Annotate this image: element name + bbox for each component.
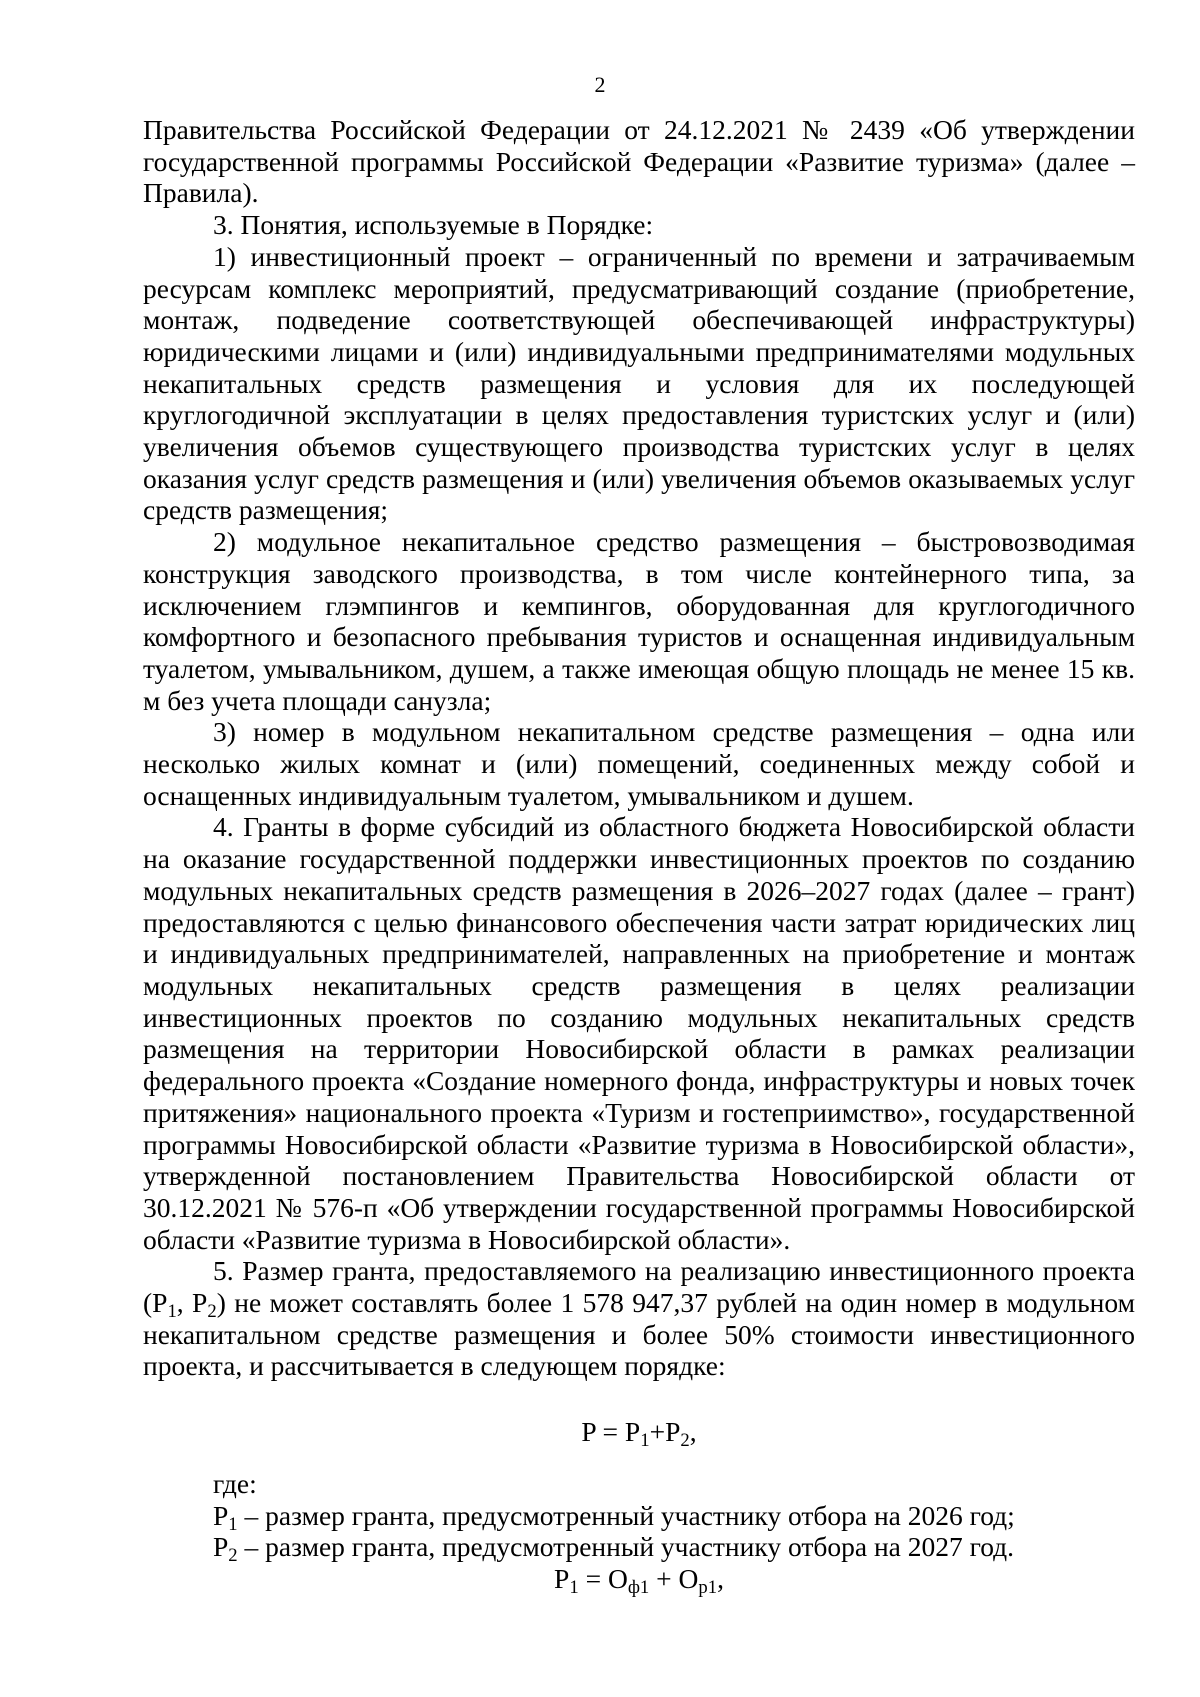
formula-main-lhs: P = P <box>581 1416 641 1448</box>
document-body <box>143 114 1135 1599</box>
paragraph-5-text-c: ) не может составлять более 1 578 947,37 рублей на один номер в модульном некапитальном средстве размещения и более 50% стоимости инвестиционного проекта, и рассчитывается в следующем порядке: <box>143 1287 1135 1382</box>
definition-p1-text: – размер гранта, предусмотренный участнику отбора на 2026 год; <box>237 1499 1015 1531</box>
paragraph-3-item-2: 2) модульное некапитальное средство размещения – быстровозводимая конструкция заводского производства, в том числе контейнерного типа, за исключением глэмпингов и кемпингов, оборудованная для круглогодичного комфортного и безопасного пребывания туристов и оснащенная индивидуальным туалетом, умывальником, душем, а также имеющая общую площадь не менее 15 кв. м без учета площади санузла; <box>143 526 1135 716</box>
where-label: где: <box>213 1467 257 1499</box>
paragraph-5-sub-1: 1 <box>167 1301 177 1323</box>
formula-p1-term2-sub: р1 <box>698 1577 718 1599</box>
definition-p2-sub: 2 <box>228 1545 238 1567</box>
paragraph-5-text-a: 5. Размер гранта, предоставляемого на реализацию инвестиционного проекта (P <box>143 1255 1135 1319</box>
formula-p1-end: , <box>717 1562 724 1594</box>
definition-p2 <box>143 1531 1135 1567</box>
formula-main-sub-1: 1 <box>640 1430 650 1452</box>
formula-main-sub-2: 2 <box>680 1430 690 1452</box>
page-number: 2 <box>594 72 606 97</box>
formula-grant-total <box>143 1416 1135 1452</box>
paragraph-continuation: Правительства Российской Федерации от 24.12.2021 № 2439 «Об утверждении государственной программы Российской Федерации «Развитие туризма» (далее – Правила). <box>143 114 1135 209</box>
definition-p2-text: – размер гранта, предусмотренный участнику отбора на 2027 год. <box>237 1531 1015 1563</box>
formula-p1 <box>143 1562 1135 1599</box>
paragraph-5-text-b: , P <box>176 1287 208 1319</box>
paragraph-5 <box>143 1255 1135 1382</box>
formula-main-end: , <box>689 1416 697 1448</box>
formula-p1-lhs: P <box>554 1562 570 1594</box>
formula-p1-lhs-sub: 1 <box>569 1577 579 1599</box>
formula-p1-term1-sub: ф1 <box>627 1577 650 1599</box>
paragraph-5-sub-2: 2 <box>207 1301 217 1323</box>
formula-main-plus: +P <box>649 1416 681 1448</box>
definition-p1-symbol: P <box>213 1499 229 1531</box>
paragraph-3-heading: 3. Понятия, используемые в Порядке: <box>213 209 654 241</box>
paragraph-3-item-1: 1) инвестиционный проект – ограниченный по времени и затрачиваемым ресурсам комплекс мероприятий, предусматривающий создание (приобретение, монтаж, подведение соответствующей обеспечивающей инфраструктуры) юридическими лицами и (или) индивидуальными предпринимателями модульных некапитальных средств размещения и условия для их последующей круглогодичной эксплуатации в целях предоставления туристских услуг и (или) увеличения объемов существующего производства туристских услуг в целях оказания услуг средств размещения и (или) увеличения объемов оказываемых услуг средств размещения; <box>143 240 1135 526</box>
formula-p1-eq: = O <box>578 1562 628 1594</box>
definition-p1 <box>143 1499 1135 1535</box>
paragraph-3-item-3: 3) номер в модульном некапитальном средстве размещения – одна или несколько жилых комнат и (или) помещений, соединенных между собой и оснащенных индивидуальным туалетом, умывальником и душем. <box>143 716 1135 811</box>
definition-p2-symbol: P <box>213 1531 229 1563</box>
formula-p1-plus: + O <box>649 1562 699 1594</box>
definition-p1-sub: 1 <box>228 1513 238 1535</box>
paragraph-4: 4. Гранты в форме субсидий из областного бюджета Новосибирской области на оказание государственной поддержки инвестиционных проектов по созданию модульных некапитальных средств размещения в 2026–2027 годах (далее – грант) предоставляются с целью финансового обеспечения части затрат юридических лиц и индивидуальных предпринимателей, направленных на приобретение и монтаж модульных некапитальных средств размещения в целях реализации инвестиционных проектов по созданию модульных некапитальных средств размещения на территории Новосибирской области в рамках реализации федерального проекта «Создание номерного фонда, инфраструктуры и новых точек притяжения» национального проекта «Туризм и гостеприимство», государственной программы Новосибирской области «Развитие туризма в Новосибирской области», утвержденной постановлением Правительства Новосибирской области от 30.12.2021 № 576-п «Об утверждении государственной программы Новосибирской области «Развитие туризма в Новосибирской области». <box>143 811 1135 1255</box>
